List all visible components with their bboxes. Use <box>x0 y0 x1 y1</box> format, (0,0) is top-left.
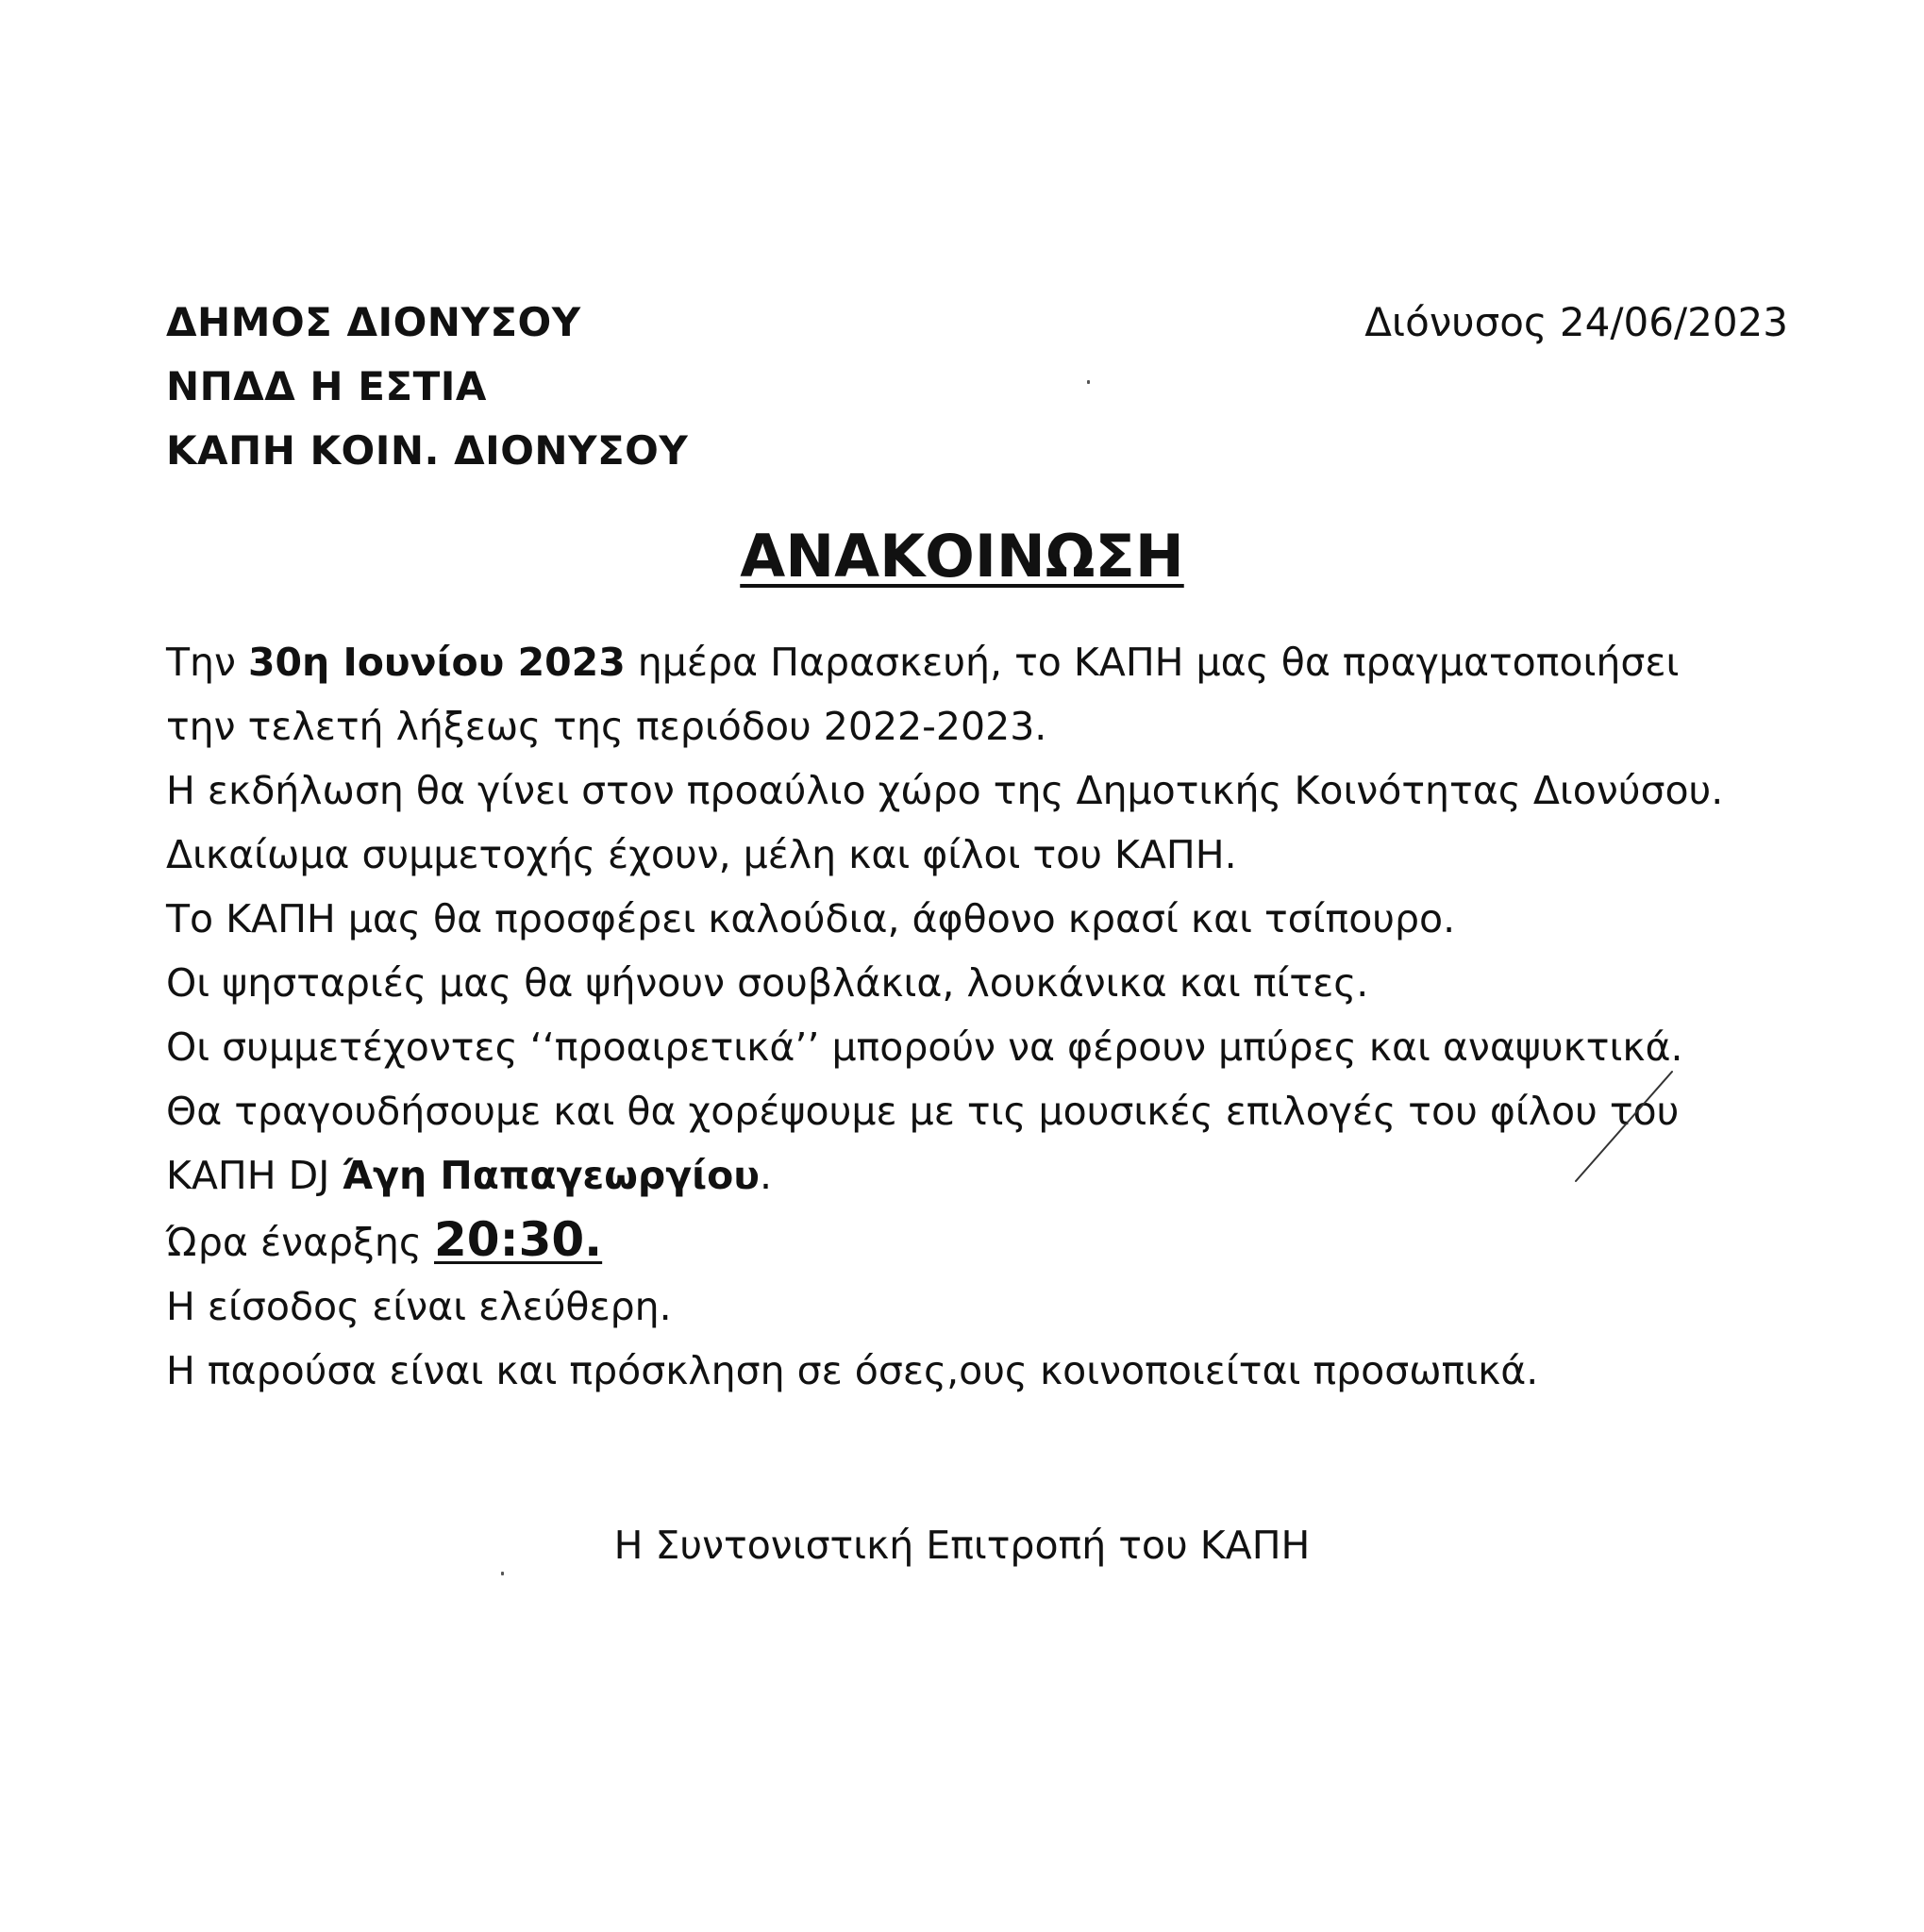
body-line-2: την τελετή λήξεως της περιόδου 2022-2023. <box>166 704 1047 749</box>
body-line-7: Οι συμμετέχοντες ‘‘προαιρετικά’’ μπορούν να φέρουν μπύρες και αναψυκτικά. <box>166 1024 1683 1070</box>
start-time-value: 20:30. <box>434 1212 603 1267</box>
org-line-municipality: ΔΗΜΟΣ ΔΙΟΝΥΣΟΥ <box>166 299 581 345</box>
body-line-10 <box>166 1208 1865 1274</box>
org-line-entity: ΝΠΔΔ Η ΕΣΤΙΑ <box>166 363 487 409</box>
document-title-text: ΑΝΑΚΟΙΝΩΣΗ <box>740 522 1184 591</box>
body-line-12: Η παρούσα είναι και πρόσκληση σε όσες,ους κοινοποιείται προσωπικά. <box>166 1348 1539 1393</box>
org-line-kapi: ΚΑΠΗ ΚΟΙΝ. ΔΙΟΝΥΣΟΥ <box>166 427 689 474</box>
body-line-5: Το ΚΑΠΗ μας θα προσφέρει καλούδια, άφθονο κρασί και τσίπουρο. <box>166 896 1456 941</box>
dj-name-bold: Άγη Παπαγεωργίου <box>342 1153 760 1198</box>
body-line-9-post: . <box>759 1153 773 1198</box>
body-line-1-post: ημέρα Παρασκευή, το ΚΑΠΗ μας θα πραγματοποιήσει <box>625 640 1680 685</box>
scan-speck <box>1087 380 1090 384</box>
body-line-6: Οι ψησταριές μας θα ψήνουν σουβλάκια, λουκάνικα και πίτες. <box>166 960 1369 1006</box>
body-line-1 <box>166 630 1865 694</box>
body-line-3: Η εκδήλωση θα γίνει στον προαύλιο χώρο της Δημοτικής Κοινότητας Διονύσου. <box>166 768 1724 813</box>
body-line-8: Θα τραγουδήσουμε και θα χορέψουμε με τις μουσικές επιλογές του φίλου του <box>166 1089 1680 1134</box>
announcement-body <box>166 630 1865 1403</box>
body-line-11: Η είσοδος είναι ελεύθερη. <box>166 1284 672 1329</box>
place-date: Διόνυσος 24/06/2023 <box>1364 299 1788 345</box>
event-date-bold: 30η Ιουνίου 2023 <box>247 640 626 685</box>
signature-committee: Η Συντονιστική Επιτροπή του ΚΑΠΗ <box>613 1523 1311 1568</box>
start-time-label: Ώρα έναρξης <box>166 1220 434 1265</box>
document-title <box>0 519 1924 594</box>
organization-header <box>166 291 688 483</box>
pen-mark-decoration <box>1566 1066 1680 1189</box>
body-line-4: Δικαίωμα συμμετοχής έχουν, μέλη και φίλοι του ΚΑΠΗ. <box>166 832 1237 877</box>
body-line-1-pre: Την <box>166 640 248 685</box>
body-line-9-pre: ΚΑΠΗ DJ <box>166 1153 343 1198</box>
